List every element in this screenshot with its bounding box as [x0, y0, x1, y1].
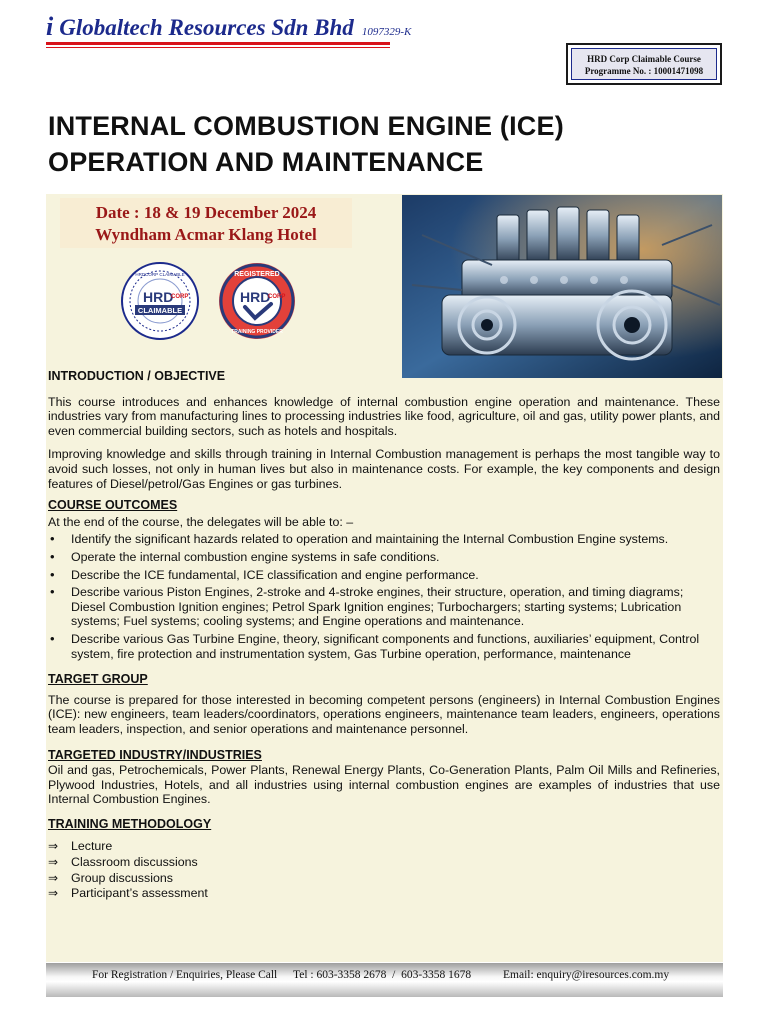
registration-number: 1097329-K	[361, 26, 412, 38]
outcome-item-2: • Operate the internal combustion engine systems in safe conditions.	[48, 550, 720, 565]
outcome-item-4: • Describe various Piston Engines, 2-stroke and 4-stroke engines, their structure, operation, and timing diagrams; Diesel Combustion Ignition engines; Petrol Spark Ignition engines; Turbochargers; starting systems; Lubrication systems; Fuel systems; cooling systems; and Engine operations and maintenance.	[48, 585, 720, 629]
claimable-badge-corp-text: CORP	[171, 294, 189, 300]
target-group-heading: TARGET GROUP	[48, 672, 148, 687]
methodology-item-4: ⇒ Participant’s assessment	[48, 886, 720, 901]
hrd-claimable-box	[566, 43, 722, 85]
outcomes-lead: At the end of the course, the delegates will be able to: –	[48, 514, 354, 529]
engine-illustration	[402, 195, 722, 378]
course-title	[48, 108, 564, 180]
claimable-badge-banner: CLAIMABLE	[137, 306, 183, 315]
intro-heading: INTRODUCTION / OBJECTIVE	[48, 369, 226, 383]
footer-email[interactable]: Email: enquiry@iresources.com.my	[503, 969, 670, 981]
outcomes-list	[48, 532, 720, 661]
hrd-claimable-badge	[121, 262, 199, 340]
hrd-claimable-box-inner	[571, 48, 717, 80]
outcomes-heading: COURSE OUTCOMES	[48, 498, 178, 513]
claimable-badge-hrd-text: HRD	[143, 289, 174, 305]
course-title-line1: INTERNAL COMBUSTION ENGINE (ICE)	[48, 111, 564, 141]
event-date: Date : 18 & 19 December 2024	[95, 203, 317, 222]
registered-training-provider-badge	[218, 262, 296, 340]
intro-paragraph-2: Improving knowledge and skills through training in Internal Combustion management is perhaps the most tangible way to avoid such losses, not only in human lives but also in maintenance costs. For example, the key components and design features of Diesel/petrol/Gas Engines or gas turbines.	[48, 447, 720, 491]
footer-registration-text: For Registration / Enquiries, Please Call	[92, 969, 278, 981]
company-name-text: Globaltech Resources Sdn Bhd	[59, 15, 354, 40]
registered-badge-graphic	[218, 262, 296, 340]
footer-telephone: Tel : 603-3358 2678 / 603-3358 1678	[293, 969, 472, 981]
claimable-badge-ring-text: HRDCORP CLAIMABLE	[135, 272, 185, 277]
header-underline	[46, 42, 390, 45]
methodology-heading: TRAINING METHODOLOGY	[48, 816, 212, 831]
industries-paragraph: Oil and gas, Petrochemicals, Power Plants, Renewal Energy Plants, Co-Generation Plants, Palm Oil Mills and Refineries, Plywood Industries, Hotels, and all industries using internal combustion engines are examples of industries that use Internal Combustion Engines.	[48, 763, 720, 807]
event-venue: Wyndham Acmar Klang Hotel	[95, 225, 317, 244]
methodology-item-3: ⇒ Group discussions	[48, 871, 720, 886]
footer-bar	[46, 963, 723, 997]
hrd-claimable-badge-graphic	[121, 262, 199, 340]
hrd-box-line2: Programme No. : 10001471098	[584, 66, 704, 76]
header-underline-thin	[46, 47, 390, 48]
outcome-item-5: • Describe various Gas Turbine Engine, theory, significant components and functions, auxiliaries’ equipment, Control system, fire protection and instrumentation system, Gas Turbine operation, performance, maintenance	[48, 632, 720, 661]
intro-paragraph-1: This course introduces and enhances knowledge of internal combustion engine operation and maintenance. These industries vary from manufacturing lines to processing industries like food, agriculture, oil and gas, utility power plants, and even commercial building sectors, such as hotels and hospitals.	[48, 394, 720, 438]
target-group-paragraph: The course is prepared for those interested in becoming competent persons (engineers) in Internal Combustion Engines (ICE): new engineers, team leaders/coordinators, operations engineers, maintenance team leaders, engineers, operations team leaders, inspection, and senior operations and maintenance personnel.	[48, 692, 720, 736]
outcome-item-1: • Identify the significant hazards related to operation and maintaining the Internal Combustion Engine systems.	[48, 532, 720, 547]
industries-heading: TARGETED INDUSTRY/INDUSTRIES	[48, 748, 262, 763]
hrd-box-line1: HRD Corp Claimable Course	[587, 54, 701, 64]
course-title-line2: OPERATION AND MAINTENANCE	[48, 147, 484, 177]
course-details	[48, 369, 720, 901]
registered-badge-hrd-text: HRD	[240, 289, 271, 305]
engine-photo	[402, 195, 722, 378]
registered-badge-bottom-text: TRAINING PROVIDER	[231, 329, 283, 335]
outcome-item-3: • Describe the ICE fundamental, ICE classification and engine performance.	[48, 568, 720, 583]
company-name	[46, 12, 411, 42]
methodology-item-1: ⇒ Lecture	[48, 839, 720, 854]
registered-badge-corp-text: CORP	[268, 294, 286, 300]
registered-badge-top-text: REGISTERED	[234, 271, 280, 278]
company-logo-letter: i	[46, 12, 54, 41]
methodology-list	[48, 839, 720, 900]
event-info-box	[60, 198, 352, 248]
methodology-item-2: ⇒ Classroom discussions	[48, 855, 720, 870]
